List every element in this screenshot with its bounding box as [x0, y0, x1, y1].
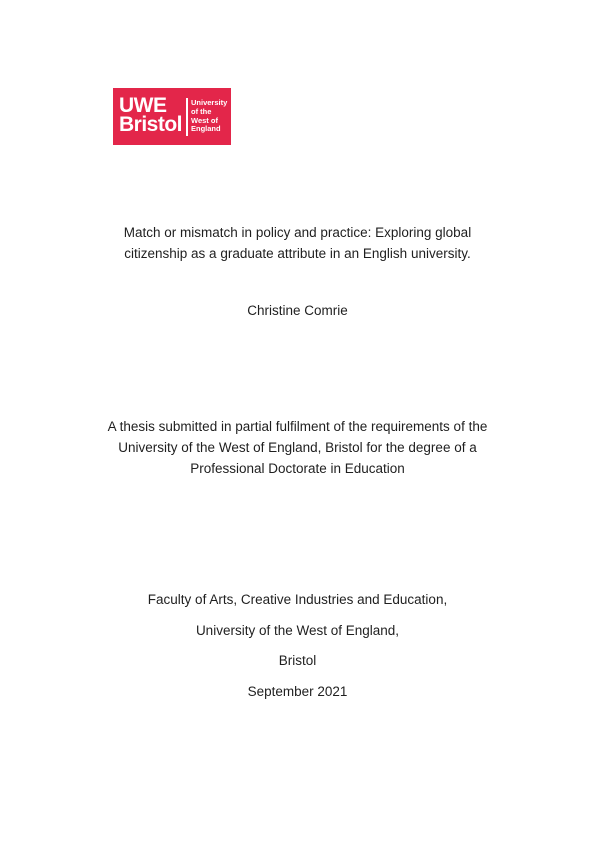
logo-university-line: of the [191, 106, 212, 116]
logo-wordmark-line2: Bristol [119, 113, 183, 136]
university-line: University of the West of England, [195, 622, 400, 638]
submission-statement-line: University of the West of England, Bristol for the degree of a [118, 440, 477, 455]
logo-university-line: England [191, 124, 221, 134]
logo-wordmark-line1: UWE [119, 94, 167, 117]
submission-statement [0, 416, 595, 479]
affiliation-block [0, 585, 595, 707]
faculty-line: Faculty of Arts, Creative Industries and Education, [147, 592, 448, 607]
logo-divider [186, 98, 188, 136]
thesis-title [0, 222, 595, 264]
date-line: September 2021 [247, 683, 348, 699]
submission-statement-line: A thesis submitted in partial fulfilment of the requirements of the [107, 419, 488, 434]
uwe-bristol-logo [113, 88, 231, 145]
thesis-title-line: citizenship as a graduate attribute in an English university. [124, 246, 471, 261]
logo-university-name [191, 99, 227, 134]
logo-wordmark [119, 96, 182, 134]
author-name [0, 300, 595, 321]
thesis-title-line: Match or mismatch in policy and practice: Exploring global [123, 225, 472, 240]
logo-university-line: University [191, 98, 228, 107]
submission-statement-line: Professional Doctorate in Education [190, 461, 405, 476]
city-line: Bristol [278, 653, 317, 668]
logo-university-line: West of [191, 115, 218, 125]
author-name-text: Christine Comrie [247, 303, 348, 318]
